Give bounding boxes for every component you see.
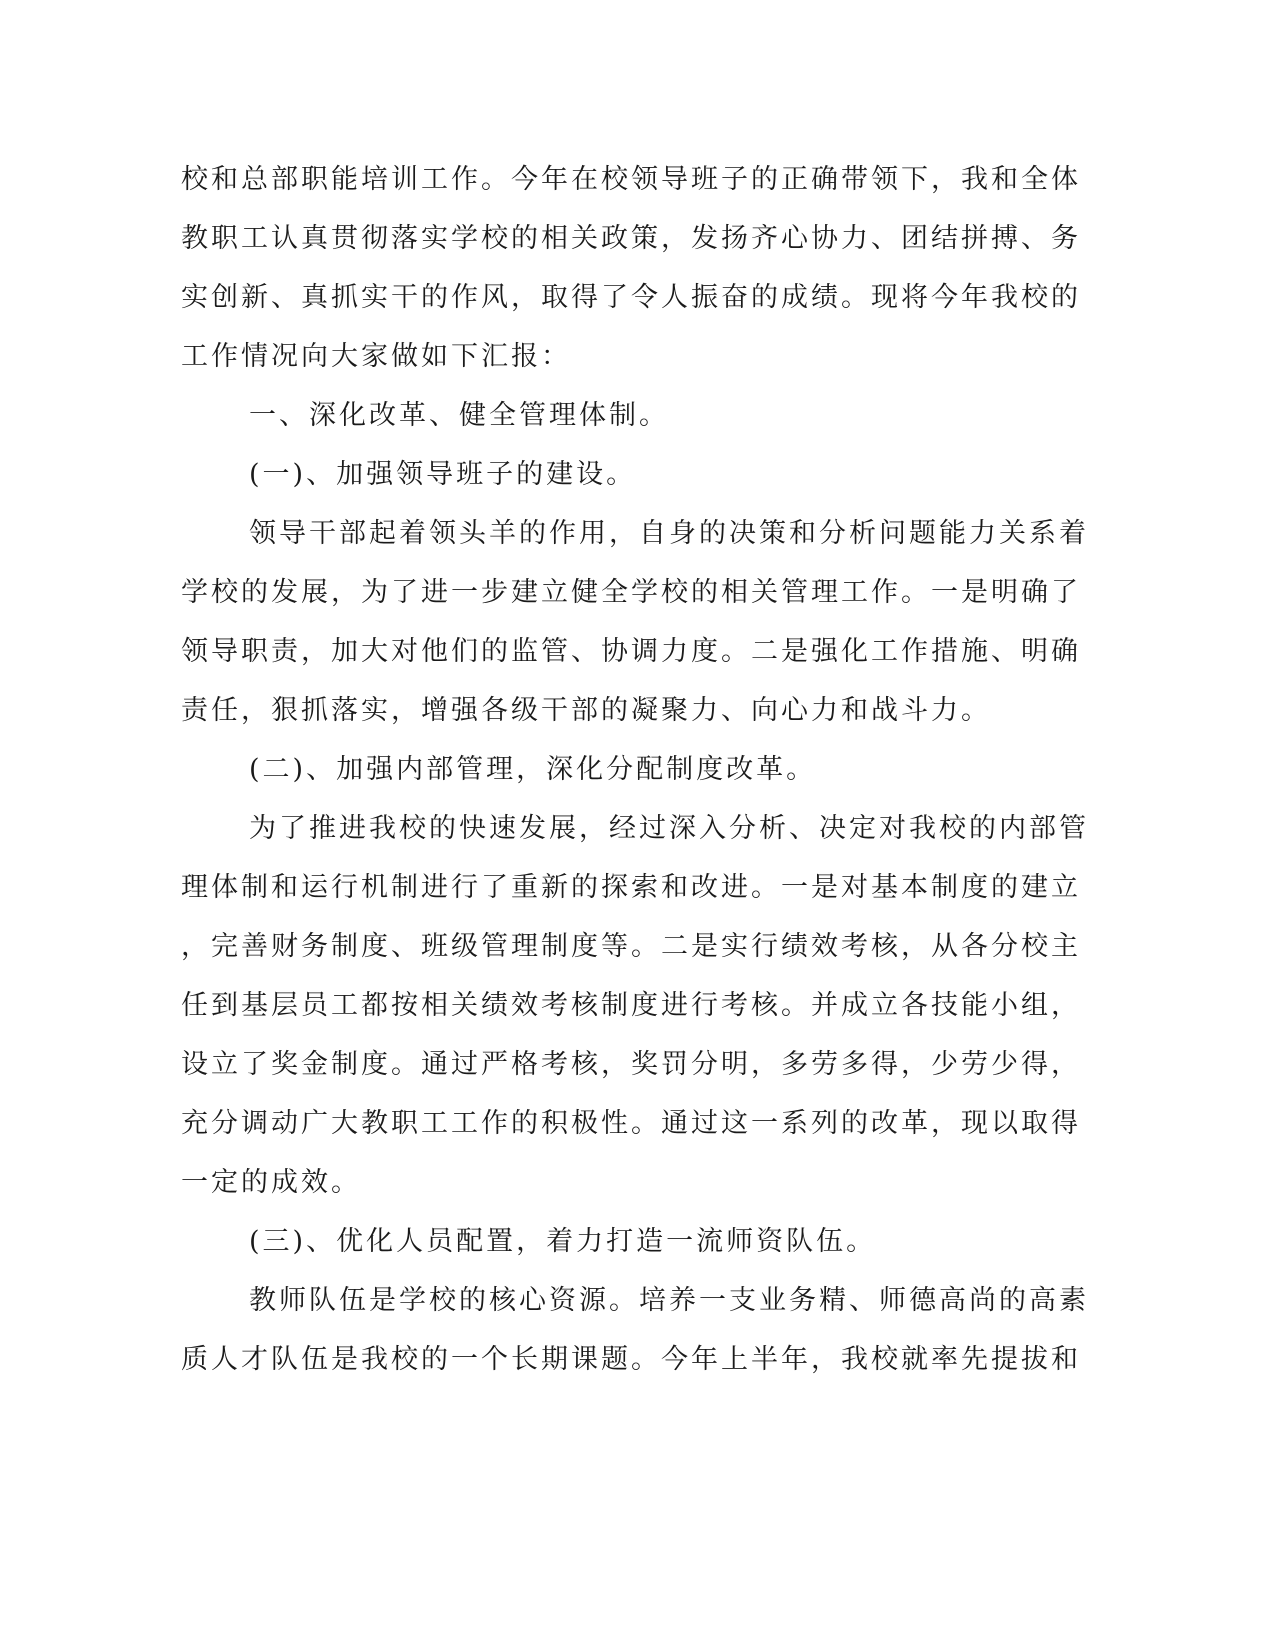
body-text-line: 实创新、真抓实干的作风，取得了令人振奋的成绩。现将今年我校的 bbox=[181, 282, 1081, 313]
body-text-line: 教职工认真贯彻落实学校的相关政策，发扬齐心协力、团结拼搏、务 bbox=[181, 223, 1081, 254]
body-text-line: 领导职责，加大对他们的监管、协调力度。二是强化工作措施、明确 bbox=[181, 636, 1081, 667]
body-text-line: 一定的成效。 bbox=[181, 1167, 361, 1198]
subsection-heading: (二)、加强内部管理，深化分配制度改革。 bbox=[249, 754, 817, 785]
body-text-line: 任到基层员工都按相关绩效考核制度进行考核。并成立各技能小组， bbox=[181, 990, 1081, 1021]
body-text-line: 质人才队伍是我校的一个长期课题。今年上半年，我校就率先提拔和 bbox=[181, 1344, 1081, 1375]
body-text-line: 责任，狠抓落实，增强各级干部的凝聚力、向心力和战斗力。 bbox=[181, 695, 991, 726]
body-text-line: 学校的发展，为了进一步建立健全学校的相关管理工作。一是明确了 bbox=[181, 577, 1081, 608]
body-text-line: 理体制和运行机制进行了重新的探索和改进。一是对基本制度的建立 bbox=[181, 872, 1081, 903]
paragraph-first-line: 领导干部起着领头羊的作用，自身的决策和分析问题能力关系着 bbox=[249, 518, 1089, 549]
body-text-line: 充分调动广大教职工工作的积极性。通过这一系列的改革，现以取得 bbox=[181, 1108, 1081, 1139]
subsection-heading: (三)、优化人员配置，着力打造一流师资队伍。 bbox=[249, 1226, 877, 1257]
body-text-line: ，完善财务制度、班级管理制度等。二是实行绩效考核，从各分校主 bbox=[181, 931, 1081, 962]
section-heading: 一、深化改革、健全管理体制。 bbox=[249, 400, 669, 431]
paragraph-first-line: 为了推进我校的快速发展，经过深入分析、决定对我校的内部管 bbox=[249, 813, 1089, 844]
body-text-line: 工作情况向大家做如下汇报： bbox=[181, 341, 571, 372]
body-text-line: 设立了奖金制度。通过严格考核，奖罚分明，多劳多得，少劳少得， bbox=[181, 1049, 1081, 1080]
subsection-heading: (一)、加强领导班子的建设。 bbox=[249, 459, 637, 490]
body-text-line: 校和总部职能培训工作。今年在校领导班子的正确带领下，我和全体 bbox=[181, 164, 1081, 195]
paragraph-first-line: 教师队伍是学校的核心资源。培养一支业务精、师德高尚的高素 bbox=[249, 1285, 1089, 1316]
